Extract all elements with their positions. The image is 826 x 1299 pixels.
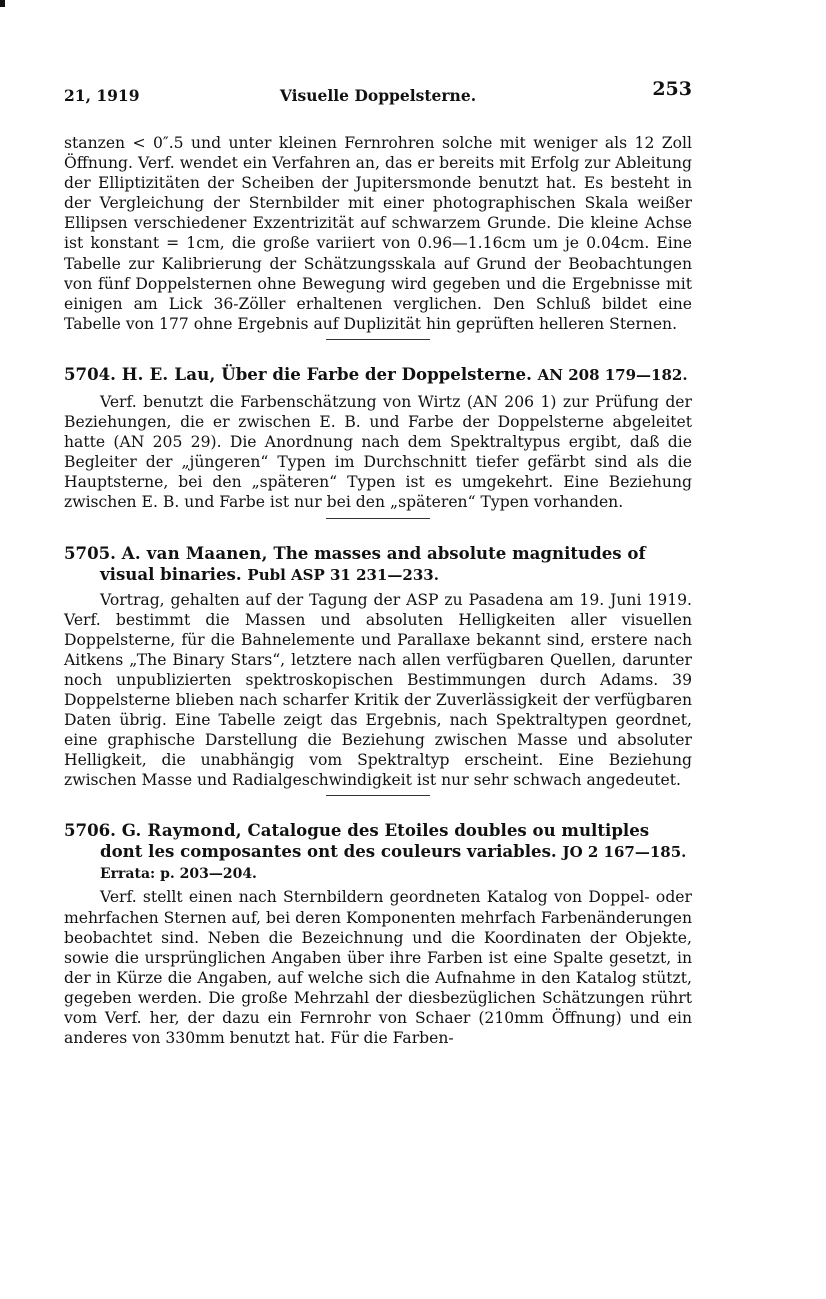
entry-abstract: Verf. stellt einen nach Sternbildern geordneten Katalog von Doppel- oder mehrfachen Sternen auf, bei deren Komponenten mehrfach Farbenänderungen beobachtet sind. Neben die Bezeichnung und die Koordinaten der Objekte, sowie die ursprünglichen Angaben über ihre Farben ist eine Spalte gesetzt, in der in Kürze die Angaben, auf welche sich die Aufnahme in den Katalog stützt, gegeben werden. Die große Mehrzahl der diesbezüglichen Schätzungen rührt vom Verf. her, der dazu ein Fernrohr von Schaer (210mm Öffnung) und ein anderes von 330mm benutzt hat. Für die Farben- [64,888,693,1048]
entry-heading [64,820,692,863]
entry-title: Über die Farbe der Doppelsterne. [221,363,532,384]
page-number: 253 [652,78,692,100]
entry-number: 5706. [64,820,116,841]
running-head [64,78,692,106]
separator-rule [326,795,430,796]
corner-mark [0,0,5,7]
entry-title: The masses and absolute magnitudes of visual binaries. [100,542,646,584]
entry-5705 [64,543,692,791]
entry-author: A. van Maanen, [121,542,268,563]
section-title: Visuelle Doppelsterne. [279,86,477,105]
entry-number: 5704. [64,363,116,384]
entry-abstract: Verf. benutzt die Farbenschätzung von Wirtz (AN 206 1) zur Prüfung der Beziehungen, die er zwischen E. B. und Farbe der Doppelsterne abgeleitet hatte (AN 205 29). Die Anordnung nach dem Spektraltypus ergibt, daß die Begleiter der „jüngeren“ Typen im Durchschnitt tiefer gefärbt sind als die Hauptsterne, bei den „späteren“ Typen ist es umgekehrt. Eine Beziehung zwischen E. B. und Farbe ist nur bei den „späteren“ Typen vorhanden. [64,392,692,512]
entry-author: G. Raymond, [121,820,242,841]
entry-heading [64,543,692,586]
entry-title: Catalogue des Etoiles doubles ou multiples dont les composantes ont des couleurs variables. [100,820,650,862]
entry-heading [64,364,692,386]
entry-5706 [64,820,692,1048]
entry-errata: Errata: p. 203—204. [100,866,257,883]
journal-page [64,78,692,1048]
entry-abstract: Vortrag, gehalten auf der Tagung der ASP zu Pasadena am 19. Juni 1919. Verf. bestimmt die Massen und absoluten Helligkeiten aller visuellen Doppelsterne, für die Bahnelemente und Parallaxe bekannt sind, erstere nach Aitkens „The Binary Stars“, letztere nach allen verfügbaren Quellen, darunter noch unpublizierten spektroskopischen Bestimmungen durch Adams. 39 Doppelsterne blieben nach scharfer Kritik der Zuverlässigkeit der verfügbaren Daten übrig. Eine Tabelle zeigt das Ergebnis, nach Spektraltypen geordnet, eine graphische Darstellung die Beziehung zwischen Masse und absoluter Helligkeit, die unabhängig vom Spektraltyp erscheint. Eine Beziehung zwischen Masse und Radialgeschwindigkeit ist nur sehr schwach angedeutet. [64,590,692,790]
separator-rule [326,339,430,340]
volume-year: 21, 1919 [64,86,140,105]
entry-journal-ref: JO 2 167—185. [562,843,687,862]
separator-rule [326,518,430,519]
entry-5704 [64,364,692,513]
continuation-paragraph: stanzen < 0″.5 und unter kleinen Fernrohren solche mit weniger als 12 Zoll Öffnung. Verf. wendet ein Verfahren an, das er bereits mit Erfolg zur Ableitung der Elliptizitäten der Scheiben der Jupitersmonde benutzt hat. Es besteht in der Vergleichung der Sternbilder mit einer photographischen Skala weißer Ellipsen verschiedener Exzentrizität auf schwarzem Grunde. Die kleine Achse ist konstant = 1cm, die große variiert von 0.96—1.16cm um je 0.04cm. Eine Tabelle zur Kalibrierung der Schätzungsskala auf Grund der Beobachtungen von fünf Doppelsternen ohne Bewegung wird gegeben und die Ergebnisse mit einigen am Lick 36-Zöller erhaltenen verglichen. Den Schluß bildet eine Tabelle von 177 ohne Ergebnis auf Duplizität hin geprüften helleren Sternen. [64,134,692,333]
entry-journal-ref: Publ ASP 31 231—233. [247,565,439,584]
entry-author: H. E. Lau, [121,363,216,384]
entry-journal-ref: AN 208 179—182. [537,365,688,384]
entry-number: 5705. [64,542,116,563]
